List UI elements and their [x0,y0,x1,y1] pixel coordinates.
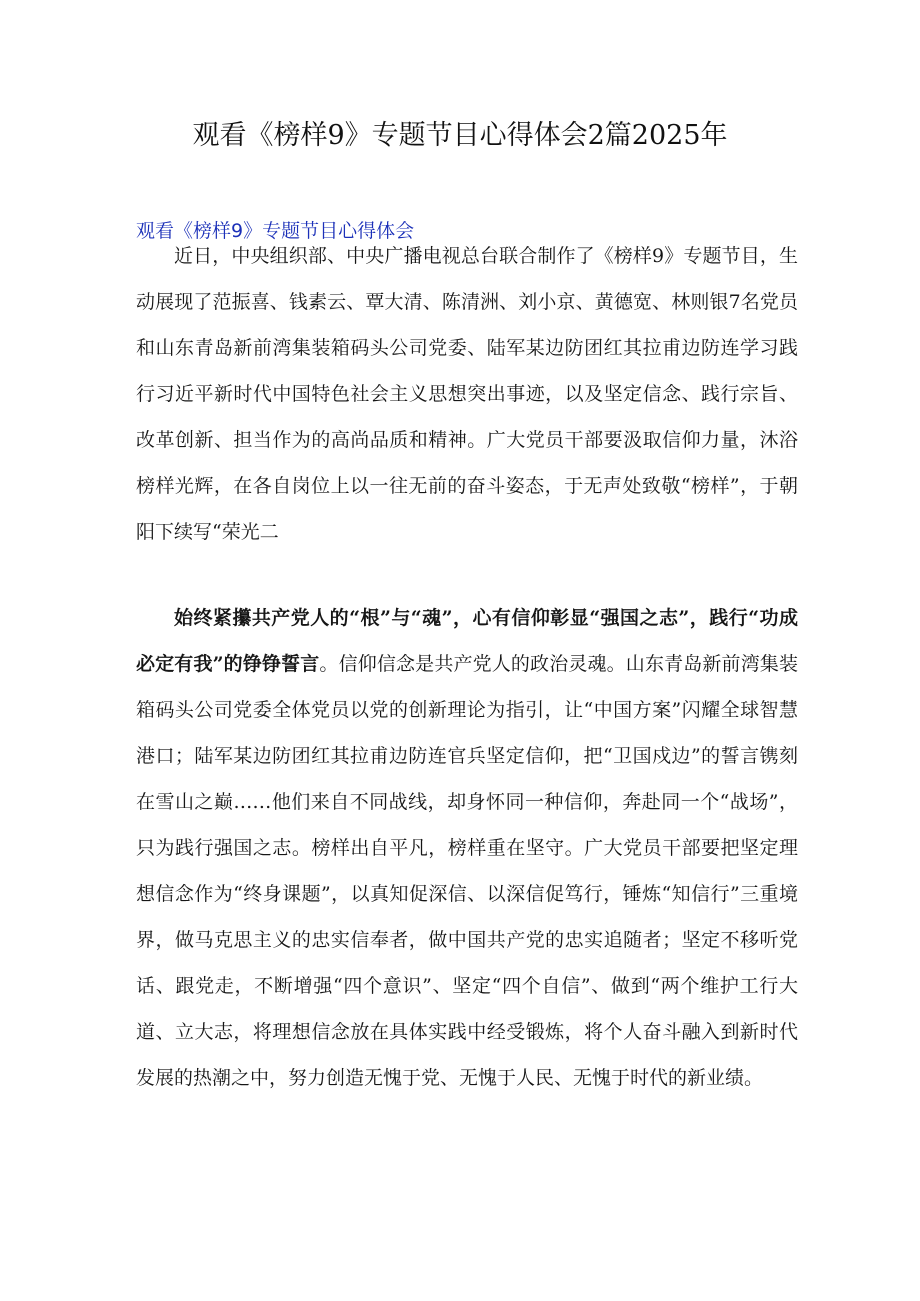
document-title: 观看《榜样9》专题节目心得体会2篇2025年 [192,120,728,151]
paragraph-2-body: 。信仰信念是共产党人的政治灵魂。山东青岛新前湾集装箱码头公司党委全体党员以党的创新理论为指引，让“中国方案”闪耀全球智慧港口；陆军某边防团红其拉甫边防连官兵坚定信仰，把“卫国戍边”的誓言镌刻在雪山之巅……他们来自不同战线，却身怀同一种信仰，奔赴同一个“战场”，只为践行强国之志。榜样出自平凡，榜样重在坚守。广大党员干部要把坚定理想信念作为“终身课题”，以真知促深信、以深信促笃行，锤炼“知信行”三重境界，做马克思主义的忠实信奉者，做中国共产党的忠实追随者；坚定不移听党话、跟党走，不断增强“四个意识”、坚定“四个自信”、做到“两个维护工行大道、立大志，将理想信念放在具体实践中经受锻炼，将个人奋斗融入到新时代发展的热潮之中，努力创造无愧于党、无愧于人民、无愧于时代的新业绩。 [136,653,798,1089]
paragraph-2 [136,595,798,1101]
paragraph-1 [136,233,798,555]
paragraph-1-body: 近日，中央组织部、中央广播电视总台联合制作了《榜样9》专题节目，生动展现了范振喜、钱素云、覃大清、陈清洲、刘小京、黄德宽、林则银7名党员和山东青岛新前湾集装箱码头公司党委、陆军某边防团红其拉甫边防连学习践行习近平新时代中国特色社会主义思想突出事迹，以及坚定信念、践行宗旨、改革创新、担当作为的高尚品质和精神。广大党员干部要汲取信仰力量，沐浴榜样光辉，在各自岗位上以一往无前的奋斗姿态，于无声处致敬“榜样”，于朝阳下续写“荣光二 [136,245,798,543]
section-heading: 观看《榜样9》专题节目心得体会 [136,220,415,242]
paragraph-2-lead: 始终紧攥共产党人的“根”与“魂”，心有信仰彰显“强国之志”，践行“功成必定有我”的铮铮誓言 [136,607,798,675]
